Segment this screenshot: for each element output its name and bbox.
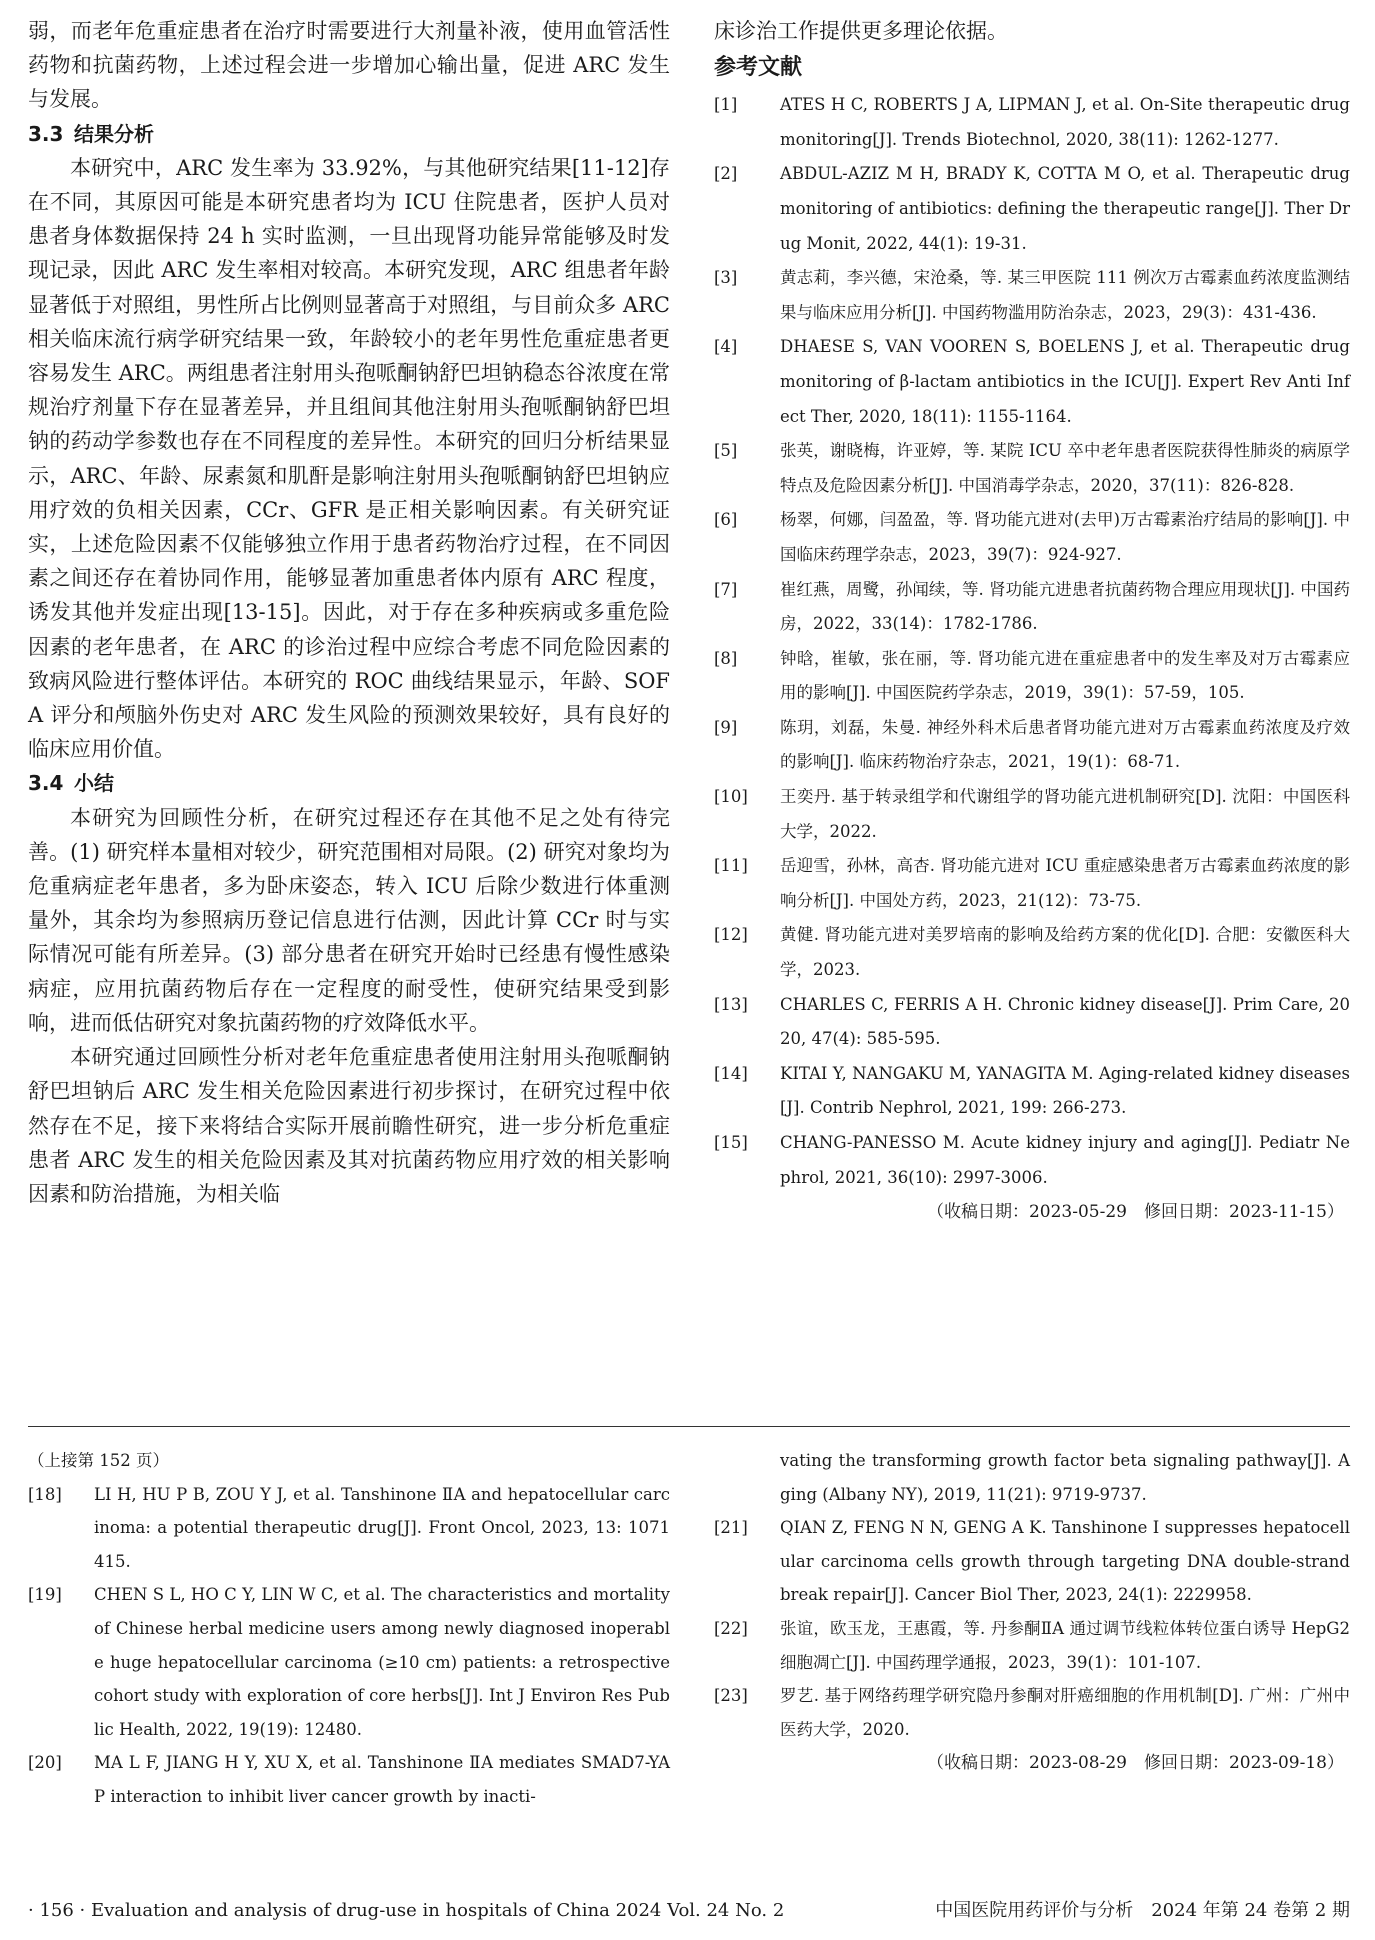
reference-text: CHARLES C, FERRIS A H. Chronic kidney disease[J]. Prim Care, 2020, 47(4): 585-595. [780, 994, 1350, 1049]
reference-item [714, 1612, 1350, 1679]
reference-number: [12] [714, 925, 748, 945]
paragraph-summary-a: 本研究为回顾性分析，在研究过程还存在其他不足之处有待完善。(1) 研究样本量相对较少，研究范围相对局限。(2) 研究对象均为危重病症老年患者，多为卧床姿态，转入 ICU 后除少数进行体重测量外，其余均为参照病历登记信息进行估测，因此计算 CCr 时与实际情况可能有所差异。(3) 部分患者在研究开始时已经患有慢性感染病症，应用抗菌药物后存在一定程度的耐受性，使研究结果受到影响，进而低估研究对象抗菌药物的疗效降低水平。 [28, 805, 670, 1035]
reference-item [714, 330, 1350, 434]
reference-list [714, 88, 1350, 1195]
reference-number: [5] [714, 441, 738, 461]
reference-item [714, 918, 1350, 987]
reference-item [714, 780, 1350, 849]
reference-text: CHANG-PANESSO M. Acute kidney injury and aging[J]. Pediatr Nephrol, 2021, 36(10): 2997-3006. [780, 1133, 1350, 1187]
reference-number: [20] [28, 1753, 62, 1773]
reference-number: [1] [714, 95, 738, 115]
received-dates: （收稿日期：2023-05-29 修回日期：2023-11-15） [926, 1202, 1344, 1223]
footer-left-text: · 156 · Evaluation and analysis of drug-use in hospitals of China 2024 Vol. 24 No. 2 [28, 1900, 785, 1921]
reference-list-lower-right [714, 1511, 1350, 1746]
reference-text: DHAESE S, VAN VOOREN S, BOELENS J, et al. Therapeutic drug monitoring of β-lactam antibiotics in the ICU[J]. Expert Rev Anti Infect Ther, 2020, 18(11): 1155-1164. [780, 337, 1350, 426]
reference-text: 张英，谢晓梅，许亚婷，等. 某院 ICU 卒中老年患者医院获得性肺炎的病原学特点及危险因素分析[J]. 中国消毒学杂志，2020，37(11)：826-828. [780, 441, 1350, 495]
lower-right-column [714, 1444, 1350, 1780]
reference-item [28, 1478, 670, 1579]
reference-item [714, 1511, 1350, 1612]
reference-item [714, 988, 1350, 1057]
reference-text: 崔红燕，周鹭，孙闻续，等. 肾功能亢进患者抗菌药物合理应用现状[J]. 中国药房，2022，33(14)：1782-1786. [780, 579, 1350, 634]
footer-right-text: 中国医院用药评价与分析 2024 年第 24 卷第 2 期 [935, 1900, 1350, 1921]
section-number: 3.4 [28, 771, 64, 796]
right-column [714, 14, 1350, 1229]
reference-item [714, 1057, 1350, 1126]
reference-text: KITAI Y, NANGAKU M, YANAGITA M. Aging-related kidney diseases[J]. Contrib Nephrol, 2021, 199: 266-273. [780, 1063, 1350, 1118]
reference-text: MA L F, JIANG H Y, XU X, et al. Tanshinone ⅡA mediates SMAD7-YAP interaction to inhibit liver cancer growth by inacti- [94, 1753, 670, 1806]
reference-list-lower-left [28, 1478, 670, 1814]
section-heading-3-4 [28, 766, 670, 800]
reference-item [28, 1746, 670, 1813]
reference-text: 岳迎雪，孙林，高杏. 肾功能亢进对 ICU 重症感染患者万古霉素血药浓度的影响分析[J]. 中国处方药，2023，21(12)：73-75. [780, 856, 1350, 910]
reference-item [28, 1578, 670, 1746]
reference-item [714, 261, 1350, 330]
reference-number: [23] [714, 1686, 748, 1706]
section-title: 结果分析 [74, 121, 154, 146]
reference-number: [10] [714, 787, 748, 807]
reference-continuation: vating the transforming growth factor beta signaling pathway[J]. Aging (Albany NY), 2019, 11(21): 9719-9737. [780, 1451, 1350, 1504]
reference-item [714, 642, 1350, 711]
reference-number: [11] [714, 856, 748, 876]
reference-number: [9] [714, 717, 738, 737]
reference-text: 杨翠，何娜，闫盈盈，等. 肾功能亢进对(去甲)万古霉素治疗结局的影响[J]. 中国临床药理学杂志，2023，39(7)：924-927. [780, 510, 1350, 564]
reference-number: [21] [714, 1518, 748, 1538]
reference-item [714, 503, 1350, 572]
reference-text: LI H, HU P B, ZOU Y J, et al. Tanshinone ⅡA and hepatocellular carcinoma: a potential therapeutic drug[J]. Front Oncol, 2023, 13: 1071415. [94, 1484, 670, 1571]
reference-number: [6] [714, 510, 738, 530]
paragraph-results: 本研究中，ARC 发生率为 33.92%，与其他研究结果[11-12]存在不同，其原因可能是本研究患者均为 ICU 住院患者，医护人员对患者身体数据保持 24 h 实时监测，一旦出现肾功能异常能够及时发现记录，因此 ARC 发生率相对较高。本研究发现，ARC 组患者年龄显著低于对照组，男性所占比例则显著高于对照组，与目前众多 ARC 相关临床流行病学研究结果一致，年龄较小的老年男性危重症患者更容易发生 ARC。两组患者注射用头孢哌酮钠舒巴坦钠稳态谷浓度在常规治疗剂量下存在显著差异，并且组间其他注射用头孢哌酮钠舒巴坦钠的药动学参数也存在不同程度的差异性。本研究的回归分析结果显示，ARC、年龄、尿素氮和肌酐是影响注射用头孢哌酮钠舒巴坦钠应用疗效的负相关因素，CCr、GFR 是正相关影响因素。有关研究证实，上述危险因素不仅能够独立作用于患者药物治疗过程，在不同因素之间还存在着协同作用，能够显著加重患者体内原有 ARC 程度，诱发其他并发症出现[13-15]。因此，对于存在多种疾病或多重危险因素的老年患者，在 ARC 的诊治过程中应综合考虑不同危险因素的致病风险进行整体评估。本研究的 ROC 曲线结果显示，年龄、SOFA 评分和颅脑外伤史对 ARC 发生风险的预测效果较好，具有良好的临床应用价值。 [28, 155, 670, 762]
reference-text: 罗艺. 基于网络药理学研究隐丹参酮对肝癌细胞的作用机制[D]. 广州：广州中医药大学，2020. [780, 1686, 1350, 1739]
reference-text: 黄志莉，李兴德，宋沧桑，等. 某三甲医院 111 例次万古霉素血药浓度监测结果与临床应用分析[J]. 中国药物滥用防治杂志，2023，29(3)：431-436. [780, 268, 1350, 322]
reference-text: 黄健. 肾功能亢进对美罗培南的影响及给药方案的优化[D]. 合肥：安徽医科大学，2023. [780, 925, 1350, 980]
received-dates-lower: （收稿日期：2023-08-29 修回日期：2023-09-18） [926, 1753, 1344, 1774]
reference-text: 王奕丹. 基于转录组学和代谢组学的肾功能亢进机制研究[D]. 沈阳：中国医科大学，2022. [780, 787, 1350, 841]
paragraph-summary-b: 本研究通过回顾性分析对老年危重症患者使用注射用头孢哌酮钠舒巴坦钠后 ARC 发生相关危险因素进行初步探讨，在研究过程中依然存在不足，接下来将结合实际开展前瞻性研究，进一步分析危重症患者 ARC 发生的相关危险因素及其对抗菌药物应用疗效的相关影响因素和防治措施，为相关临 [28, 1045, 670, 1206]
lower-left-column [28, 1444, 670, 1814]
reference-text: ATES H C, ROBERTS J A, LIPMAN J, et al. On-Site therapeutic drug monitoring[J]. Trends Biotechnol, 2020, 38(11): 1262-1277. [780, 95, 1350, 149]
reference-number: [22] [714, 1618, 748, 1638]
continued-from-note: （上接第 152 页） [28, 1451, 169, 1470]
reference-item [714, 1126, 1350, 1195]
section-title: 小结 [74, 771, 114, 796]
reference-text: CHEN S L, HO C Y, LIN W C, et al. The characteristics and mortality of Chinese herbal medicine users among newly diagnosed inoperable huge hepatocellular carcinoma (≥10 cm) patients: a retrospective cohort study with exploration of core herbs[J]. Int J Environ Res Public Health, 2022, 19(19): 12480. [94, 1585, 670, 1739]
reference-item [714, 711, 1350, 780]
reference-number: [15] [714, 1133, 748, 1153]
reference-item [714, 434, 1350, 503]
reference-number: [18] [28, 1484, 62, 1504]
paragraph-intro: 弱，而老年危重症患者在治疗时需要进行大剂量补液，使用血管活性药物和抗菌药物，上述过程会进一步增加心输出量，促进 ARC 发生与发展。 [28, 19, 670, 112]
section-heading-3-3 [28, 117, 670, 151]
reference-item [714, 88, 1350, 157]
reference-text: 钟晗，崔敏，张在丽，等. 肾功能亢进在重症患者中的发生率及对万古霉素应用的影响[J]. 中国医院药学杂志，2019，39(1)：57-59，105. [780, 648, 1350, 703]
reference-number: [2] [714, 164, 738, 184]
reference-number: [19] [28, 1585, 62, 1605]
reference-number: [4] [714, 337, 738, 357]
left-column [28, 14, 670, 1211]
reference-text: 张谊，欧玉龙，王惠霞，等. 丹参酮ⅡA 通过调节线粒体转位蛋白诱导 HepG2 细胞凋亡[J]. 中国药理学通报，2023，39(1)：101-107. [780, 1618, 1350, 1672]
reference-number: [14] [714, 1063, 748, 1083]
reference-text: QIAN Z, FENG N N, GENG A K. Tanshinone Ⅰ suppresses hepatocellular carcinoma cells growth through targeting DNA double-strand break repair[J]. Cancer Biol Ther, 2023, 24(1): 2229958. [780, 1518, 1350, 1605]
reference-item [714, 573, 1350, 642]
reference-item [714, 157, 1350, 261]
section-number: 3.3 [28, 121, 64, 146]
reference-number: [3] [714, 268, 738, 288]
reference-item [714, 1679, 1350, 1746]
paragraph-continued: 床诊治工作提供更多理论依据。 [714, 19, 1008, 43]
reference-number: [7] [714, 579, 738, 599]
reference-text: ABDUL-AZIZ M H, BRADY K, COTTA M O, et al. Therapeutic drug monitoring of antibiotics: defining the therapeutic range[J]. Ther Drug Monit, 2022, 44(1): 19-31. [780, 164, 1350, 253]
reference-item [714, 849, 1350, 918]
reference-number: [13] [714, 994, 748, 1014]
reference-number: [8] [714, 648, 738, 668]
section-divider [28, 1426, 1350, 1427]
reference-text: 陈玥，刘磊，朱曼. 神经外科术后患者肾功能亢进对万古霉素血药浓度及疗效的影响[J]. 临床药物治疗杂志，2021，19(1)：68-71. [780, 717, 1350, 772]
references-title: 参考文献 [714, 55, 803, 81]
